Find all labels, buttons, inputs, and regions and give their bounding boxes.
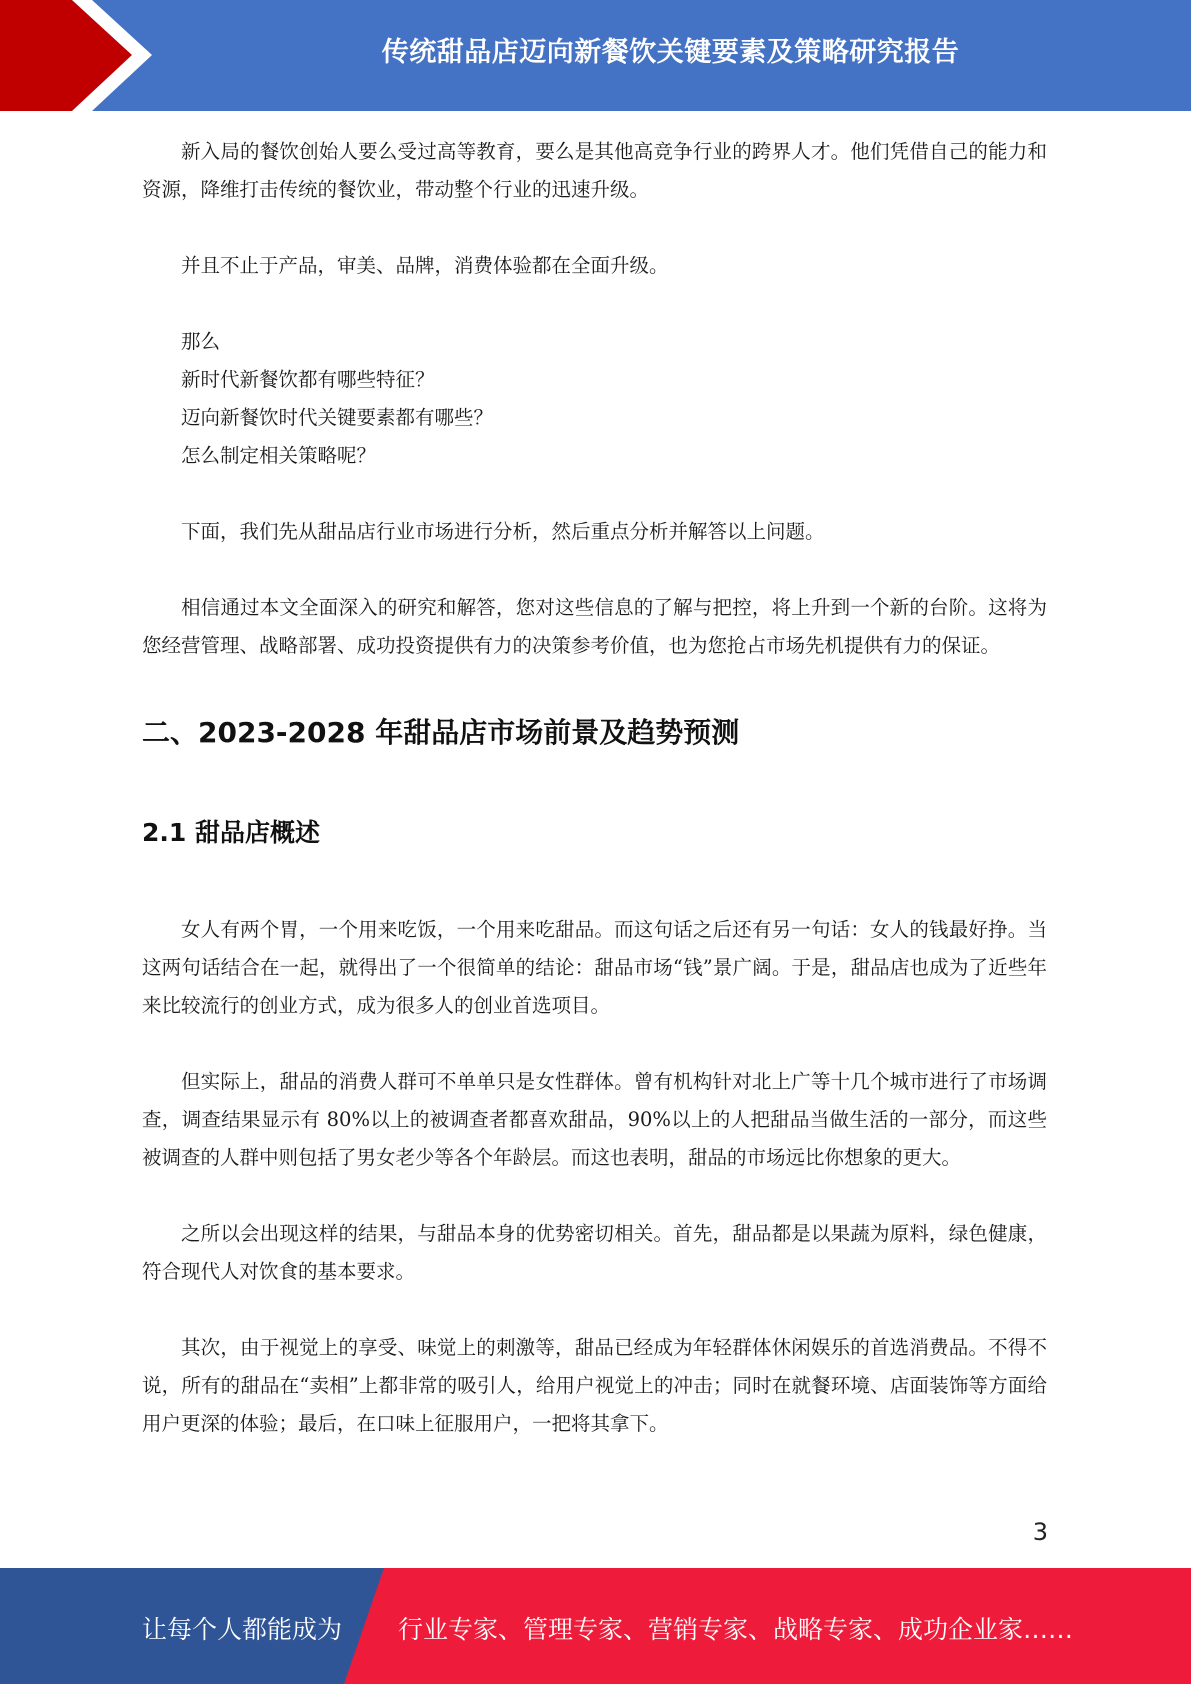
question-intro: 那么 bbox=[181, 330, 221, 353]
paragraph: 其次，由于视觉上的享受、味觉上的刺激等，甜品已经成为年轻群体休闲娱乐的首选消费品。不得不说，所有的甜品在“卖相”上都非常的吸引人，给用户视觉上的冲击；同时在就餐环境、店面装饰等方面给用户更深的体验；最后，在口味上征服用户，一把将其拿下。 bbox=[142, 1336, 1047, 1435]
paragraph: 之所以会出现这样的结果，与甜品本身的优势密切相关。首先，甜品都是以果蔬为原料，绿色健康，符合现代人对饮食的基本要求。 bbox=[142, 1222, 1047, 1283]
footer-slogan-left: 让每个人都能成为 bbox=[142, 1615, 343, 1644]
paragraph: 相信通过本文全面深入的研究和解答，您对这些信息的了解与把控，将上升到一个新的台阶。这将为您经营管理、战略部署、成功投资提供有力的决策参考价值，也为您抢占市场先机提供有力的保证。 bbox=[142, 596, 1047, 657]
section-heading: 二、2023-2028 年甜品店市场前景及趋势预测 bbox=[142, 716, 740, 749]
footer-slogan-right: 行业专家、管理专家、营销专家、战略专家、成功企业家…… bbox=[398, 1615, 1074, 1644]
question-item: 怎么制定相关策略呢？ bbox=[181, 444, 377, 467]
question-item: 迈向新餐饮时代关键要素都有哪些？ bbox=[181, 406, 494, 429]
header-title: 传统甜品店迈向新餐饮关键要素及策略研究报告 bbox=[381, 37, 960, 68]
paragraph: 并且不止于产品，审美、品牌，消费体验都在全面升级。 bbox=[181, 254, 669, 277]
subsection-heading: 2.1 甜品店概述 bbox=[142, 818, 320, 847]
page-header bbox=[0, 0, 1191, 111]
paragraph: 但实际上，甜品的消费人群可不单单只是女性群体。曾有机构针对北上广等十几个城市进行了市场调查，调查结果显示有 80%以上的被调查者都喜欢甜品，90%以上的人把甜品当做生活的一部分，而这些被调查的人群中则包括了男女老少等各个年龄层。而这也表明，甜品的市场远比你想象的更大。 bbox=[142, 1070, 1047, 1169]
paragraph: 新入局的餐饮创始人要么受过高等教育，要么是其他高竞争行业的跨界人才。他们凭借自己的能力和资源，降维打击传统的餐饮业，带动整个行业的迅速升级。 bbox=[142, 140, 1047, 201]
page-footer bbox=[0, 1568, 1191, 1684]
question-list bbox=[142, 323, 1047, 475]
question-item: 新时代新餐饮都有哪些特征？ bbox=[181, 368, 435, 391]
document-body bbox=[142, 133, 1047, 1443]
paragraph: 下面，我们先从甜品店行业市场进行分析，然后重点分析并解答以上问题。 bbox=[181, 520, 825, 543]
page-number: 3 bbox=[1032, 1518, 1048, 1546]
paragraph: 女人有两个胃，一个用来吃饭，一个用来吃甜品。而这句话之后还有另一句话：女人的钱最好挣。当这两句话结合在一起，就得出了一个很简单的结论：甜品市场“钱”景广阔。于是，甜品店也成为了近些年来比较流行的创业方式，成为很多人的创业首选项目。 bbox=[142, 918, 1047, 1017]
